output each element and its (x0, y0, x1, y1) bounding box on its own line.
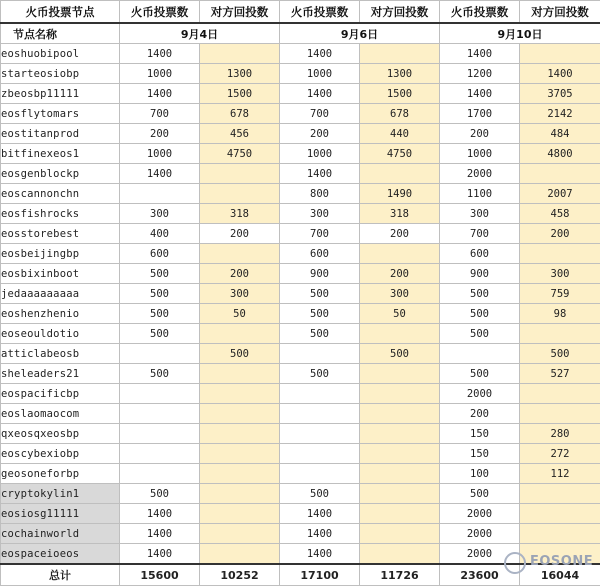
vote-cell: 1000 (280, 64, 360, 84)
back-vote-cell (520, 44, 600, 64)
vote-cell: 500 (120, 304, 200, 324)
back-vote-cell: 318 (200, 204, 280, 224)
back-vote-cell (200, 44, 280, 64)
table-row (1, 384, 600, 404)
header-back-1: 对方回投数 (200, 1, 280, 24)
vote-cell: 1000 (120, 64, 200, 84)
table-row (1, 124, 600, 144)
back-vote-cell (520, 404, 600, 424)
back-vote-cell (520, 244, 600, 264)
vote-cell: 1200 (440, 64, 520, 84)
back-vote-cell: 272 (520, 444, 600, 464)
vote-cell: 2000 (440, 384, 520, 404)
back-vote-cell: 759 (520, 284, 600, 304)
vote-cell (120, 464, 200, 484)
vote-cell: 1400 (120, 84, 200, 104)
header-row (1, 1, 600, 24)
header-vote-3: 火币投票数 (440, 1, 520, 24)
table-row (1, 244, 600, 264)
back-vote-cell (520, 324, 600, 344)
header-back-3: 对方回投数 (520, 1, 600, 24)
watermark (500, 548, 598, 586)
node-name: eoshenzhenio (1, 304, 120, 324)
vote-cell: 700 (120, 104, 200, 124)
back-vote-cell: 1400 (520, 64, 600, 84)
back-vote-cell: 300 (520, 264, 600, 284)
node-name: eoshuobipool (1, 44, 120, 64)
date-1: 9月4日 (120, 23, 280, 44)
back-vote-cell (520, 504, 600, 524)
table-row (1, 284, 600, 304)
table-row (1, 464, 600, 484)
vote-cell: 1400 (120, 544, 200, 565)
table-row (1, 404, 600, 424)
vote-cell: 1100 (440, 184, 520, 204)
table-row (1, 504, 600, 524)
back-vote-cell: 500 (200, 344, 280, 364)
vote-cell: 1000 (440, 144, 520, 164)
back-vote-cell: 678 (200, 104, 280, 124)
vote-cell: 900 (280, 264, 360, 284)
vote-cell: 400 (120, 224, 200, 244)
node-name: eospaceioeos (1, 544, 120, 565)
vote-cell: 500 (120, 364, 200, 384)
back-vote-cell: 4750 (200, 144, 280, 164)
vote-cell: 500 (440, 304, 520, 324)
header-back-2: 对方回投数 (360, 1, 440, 24)
vote-cell: 600 (440, 244, 520, 264)
back-vote-cell (200, 424, 280, 444)
vote-cell (280, 404, 360, 424)
node-name: starteosiobp (1, 64, 120, 84)
back-vote-cell: 112 (520, 464, 600, 484)
total-cell: 10252 (200, 564, 280, 586)
back-vote-cell (360, 244, 440, 264)
back-vote-cell (200, 184, 280, 204)
vote-cell: 500 (280, 324, 360, 344)
back-vote-cell: 458 (520, 204, 600, 224)
table-row (1, 524, 600, 544)
back-vote-cell: 678 (360, 104, 440, 124)
vote-cell: 600 (120, 244, 200, 264)
node-name: eosflytomars (1, 104, 120, 124)
back-vote-cell (200, 504, 280, 524)
vote-cell: 1000 (120, 144, 200, 164)
back-vote-cell: 1490 (360, 184, 440, 204)
table-row (1, 444, 600, 464)
back-vote-cell: 200 (200, 224, 280, 244)
node-name: cryptokylin1 (1, 484, 120, 504)
back-vote-cell (200, 484, 280, 504)
node-name: eoslaomaocom (1, 404, 120, 424)
vote-cell: 1400 (280, 524, 360, 544)
table-row (1, 484, 600, 504)
vote-cell: 100 (440, 464, 520, 484)
vote-cell: 2000 (440, 164, 520, 184)
back-vote-cell (520, 164, 600, 184)
vote-cell: 1400 (120, 504, 200, 524)
table-row (1, 364, 600, 384)
node-name: eosiosg11111 (1, 504, 120, 524)
vote-cell: 500 (120, 324, 200, 344)
node-name: eosbixinboot (1, 264, 120, 284)
vote-cell: 2000 (440, 544, 520, 565)
node-name: eosbeijingbp (1, 244, 120, 264)
back-vote-cell: 200 (200, 264, 280, 284)
vote-cell: 800 (280, 184, 360, 204)
vote-cell: 500 (440, 364, 520, 384)
back-vote-cell (360, 444, 440, 464)
vote-cell: 500 (280, 484, 360, 504)
back-vote-cell (200, 404, 280, 424)
back-vote-cell: 300 (360, 284, 440, 304)
vote-cell: 200 (120, 124, 200, 144)
back-vote-cell (200, 164, 280, 184)
vote-cell: 1400 (280, 504, 360, 524)
table-row (1, 164, 600, 184)
total-label: 总计 (1, 564, 120, 586)
back-vote-cell (200, 244, 280, 264)
back-vote-cell: 1300 (200, 64, 280, 84)
back-vote-cell (360, 544, 440, 565)
vote-cell: 200 (440, 404, 520, 424)
back-vote-cell: 50 (360, 304, 440, 324)
vote-cell: 1400 (440, 44, 520, 64)
back-vote-cell: 318 (360, 204, 440, 224)
back-vote-cell: 1500 (200, 84, 280, 104)
date-2: 9月6日 (280, 23, 440, 44)
back-vote-cell: 280 (520, 424, 600, 444)
node-name: eosstorebest (1, 224, 120, 244)
back-vote-cell: 300 (200, 284, 280, 304)
vote-cell: 300 (280, 204, 360, 224)
total-cell: 17100 (280, 564, 360, 586)
vote-cell: 1400 (120, 164, 200, 184)
table-row (1, 84, 600, 104)
back-vote-cell (200, 444, 280, 464)
back-vote-cell: 98 (520, 304, 600, 324)
watermark-text: EOSONE (530, 554, 594, 569)
node-name: eostitanprod (1, 124, 120, 144)
vote-cell: 1400 (280, 544, 360, 565)
vote-cell (280, 424, 360, 444)
header-vote-1: 火币投票数 (120, 1, 200, 24)
table-row (1, 104, 600, 124)
table-row (1, 344, 600, 364)
vote-cell: 500 (280, 284, 360, 304)
header-node: 火币投票节点 (1, 1, 120, 24)
vote-cell: 500 (280, 364, 360, 384)
back-vote-cell (200, 384, 280, 404)
vote-cell: 300 (440, 204, 520, 224)
vote-cell: 500 (120, 484, 200, 504)
back-vote-cell: 2007 (520, 184, 600, 204)
node-name: bitfinexeos1 (1, 144, 120, 164)
back-vote-cell (200, 324, 280, 344)
header-vote-2: 火币投票数 (280, 1, 360, 24)
vote-cell: 150 (440, 444, 520, 464)
back-vote-cell (520, 524, 600, 544)
table-row (1, 204, 600, 224)
node-name: eosgenblockp (1, 164, 120, 184)
node-name: eosfishrocks (1, 204, 120, 224)
node-name: eospacificbp (1, 384, 120, 404)
vote-cell: 1700 (440, 104, 520, 124)
vote-cell: 1400 (280, 44, 360, 64)
vote-cell: 150 (440, 424, 520, 444)
node-name: eoscybexiobp (1, 444, 120, 464)
table-row (1, 184, 600, 204)
vote-cell: 500 (440, 484, 520, 504)
back-vote-cell (360, 524, 440, 544)
table-row (1, 304, 600, 324)
back-vote-cell: 50 (200, 304, 280, 324)
node-name: sheleaders21 (1, 364, 120, 384)
back-vote-cell (200, 364, 280, 384)
vote-cell: 1000 (280, 144, 360, 164)
vote-cell: 500 (120, 264, 200, 284)
node-name: jedaaaaaaaaa (1, 284, 120, 304)
vote-cell: 1400 (280, 164, 360, 184)
date-row (1, 23, 600, 44)
vote-cell: 1400 (280, 84, 360, 104)
node-name: zbeosbp11111 (1, 84, 120, 104)
back-vote-cell (360, 484, 440, 504)
back-vote-cell: 1500 (360, 84, 440, 104)
vote-cell (280, 464, 360, 484)
vote-cell: 600 (280, 244, 360, 264)
back-vote-cell (360, 464, 440, 484)
back-vote-cell: 3705 (520, 84, 600, 104)
back-vote-cell (360, 504, 440, 524)
back-vote-cell (200, 464, 280, 484)
date-3: 9月10日 (440, 23, 600, 44)
vote-cell: 500 (440, 324, 520, 344)
vote-cell (120, 384, 200, 404)
total-cell: 15600 (120, 564, 200, 586)
vote-cell (280, 444, 360, 464)
back-vote-cell (520, 484, 600, 504)
vote-cell: 500 (120, 284, 200, 304)
back-vote-cell: 527 (520, 364, 600, 384)
vote-cell (120, 184, 200, 204)
back-vote-cell (360, 404, 440, 424)
vote-cell: 700 (280, 224, 360, 244)
vote-cell: 500 (280, 304, 360, 324)
back-vote-cell (360, 164, 440, 184)
back-vote-cell (520, 384, 600, 404)
vote-cell: 200 (280, 124, 360, 144)
node-name: qxeosqxeosbp (1, 424, 120, 444)
node-name: atticlabeosb (1, 344, 120, 364)
vote-cell: 900 (440, 264, 520, 284)
node-name: eoseouldotio (1, 324, 120, 344)
vote-cell: 2000 (440, 504, 520, 524)
vote-cell (280, 384, 360, 404)
vote-cell: 1400 (120, 44, 200, 64)
back-vote-cell (360, 364, 440, 384)
back-vote-cell: 200 (520, 224, 600, 244)
back-vote-cell: 440 (360, 124, 440, 144)
vote-cell: 1400 (120, 524, 200, 544)
back-vote-cell (200, 544, 280, 565)
vote-cell (440, 344, 520, 364)
back-vote-cell (360, 324, 440, 344)
total-cell: 23600 (440, 564, 520, 586)
back-vote-cell (360, 424, 440, 444)
total-cell: 16044 (520, 564, 600, 586)
back-vote-cell: 1300 (360, 64, 440, 84)
table-row (1, 144, 600, 164)
back-vote-cell (360, 384, 440, 404)
total-cell: 11726 (360, 564, 440, 586)
node-name: eoscannonchn (1, 184, 120, 204)
vote-cell: 500 (440, 284, 520, 304)
back-vote-cell (200, 524, 280, 544)
vote-cell: 200 (440, 124, 520, 144)
vote-cell (120, 404, 200, 424)
table-row (1, 324, 600, 344)
back-vote-cell: 484 (520, 124, 600, 144)
back-vote-cell: 456 (200, 124, 280, 144)
vote-cell (120, 444, 200, 464)
node-name: cochainworld (1, 524, 120, 544)
back-vote-cell: 200 (360, 264, 440, 284)
table-row (1, 424, 600, 444)
vote-cell: 2000 (440, 524, 520, 544)
table-row (1, 224, 600, 244)
back-vote-cell: 4750 (360, 144, 440, 164)
table-row (1, 44, 600, 64)
vote-cell (120, 344, 200, 364)
back-vote-cell: 500 (520, 344, 600, 364)
back-vote-cell: 2142 (520, 104, 600, 124)
back-vote-cell: 500 (360, 344, 440, 364)
node-name-label: 节点名称 (1, 23, 120, 44)
back-vote-cell: 4800 (520, 144, 600, 164)
back-vote-cell: 200 (360, 224, 440, 244)
vote-cell: 1400 (440, 84, 520, 104)
back-vote-cell (360, 44, 440, 64)
table-row (1, 64, 600, 84)
vote-cell: 700 (280, 104, 360, 124)
vote-cell: 700 (440, 224, 520, 244)
table-row (1, 264, 600, 284)
vote-cell (280, 344, 360, 364)
vote-cell: 300 (120, 204, 200, 224)
eosone-logo-icon (504, 552, 526, 574)
vote-cell (120, 424, 200, 444)
node-name: geosoneforbp (1, 464, 120, 484)
